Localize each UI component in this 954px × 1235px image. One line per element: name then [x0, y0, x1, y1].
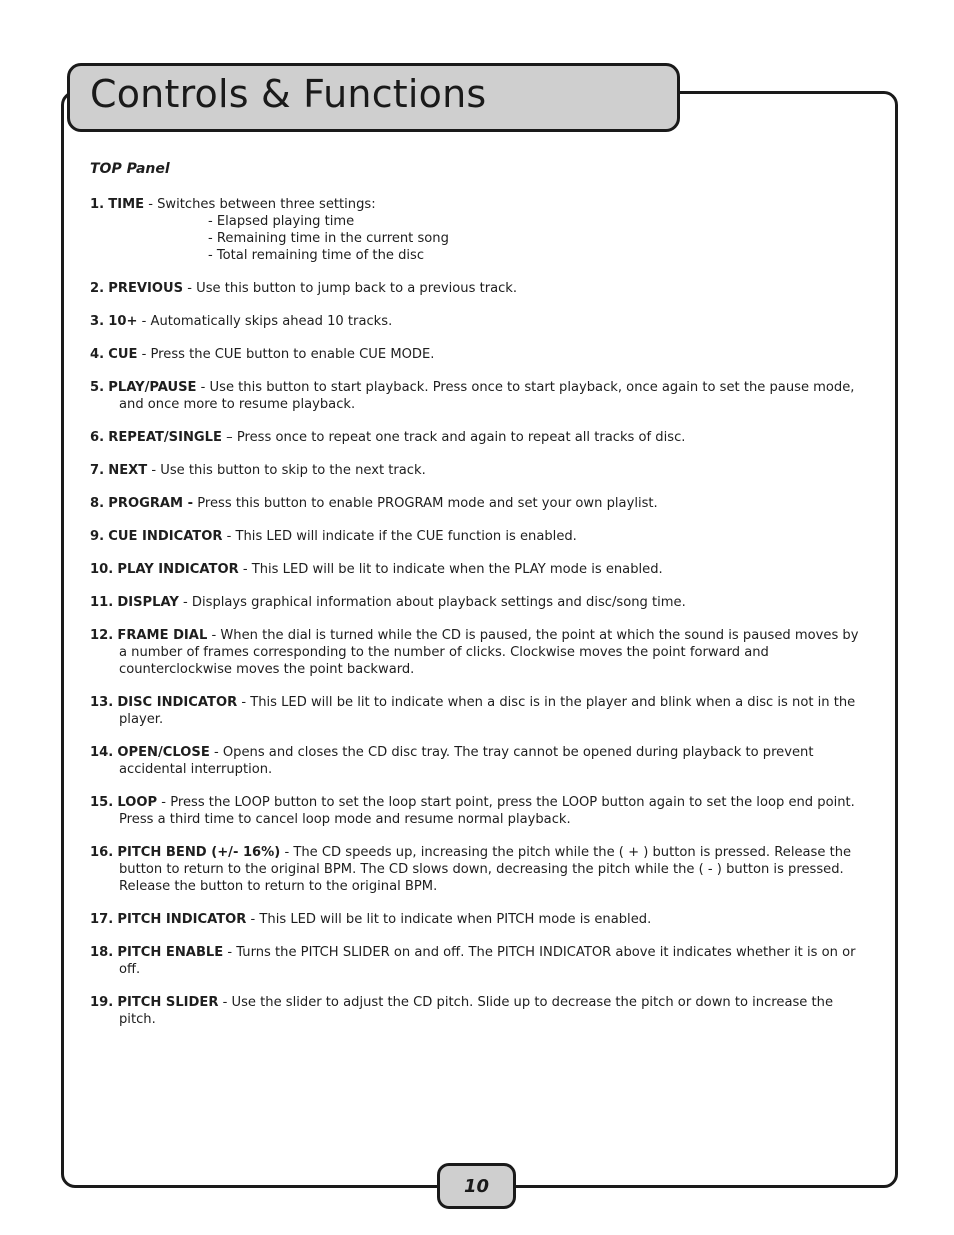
item-separator: -: [196, 380, 210, 395]
item-separator: -: [218, 995, 232, 1010]
subitem: - Remaining time in the current song: [208, 231, 449, 246]
item-description: Press the CUE button to enable CUE MODE.: [150, 347, 435, 362]
list-item: [90, 594, 865, 611]
list-item: [90, 313, 865, 330]
item-number: 4.: [90, 347, 105, 362]
list-item: [90, 528, 865, 545]
item-description: Use this button to jump back to a previous track.: [196, 281, 518, 296]
item-description: Use this button to skip to the next track.: [160, 463, 426, 478]
item-label: DISPLAY: [117, 595, 179, 610]
item-description: When the dial is turned while the CD is paused, the point at which the sound is paused moves by a number of frames corresponding to the number of clicks. Clockwise moves the point forward and counterclockwise moves the point backward.: [119, 628, 859, 677]
list-item: [90, 694, 865, 728]
item-number: 5.: [90, 380, 105, 395]
list-item: [90, 744, 865, 778]
list-item: [90, 429, 865, 446]
item-description: Press the LOOP button to set the loop start point, press the LOOP button again to set the loop end point. Press a third time to cancel loop mode and resume normal playback.: [119, 795, 855, 827]
item-number: 18.: [90, 945, 114, 960]
item-label: PITCH SLIDER: [117, 995, 219, 1010]
item-number: 8.: [90, 496, 105, 511]
item-number: 13.: [90, 695, 114, 710]
item-number: 11.: [90, 595, 114, 610]
section-heading: TOP Panel: [90, 161, 170, 177]
item-number: 15.: [90, 795, 114, 810]
item-number: 12.: [90, 628, 114, 643]
list-item: [90, 462, 865, 479]
list-item: [90, 196, 865, 264]
item-separator: -: [280, 845, 294, 860]
item-label: FRAME DIAL: [117, 628, 208, 643]
list-item: [90, 994, 865, 1028]
item-separator: -: [147, 463, 161, 478]
item-description: Opens and closes the CD disc tray. The tray cannot be opened during playback to prevent accidental interruption.: [119, 745, 814, 777]
item-description: Automatically skips ahead 10 tracks.: [150, 314, 393, 329]
list-item: [90, 280, 865, 297]
item-description: Switches between three settings:: [157, 197, 376, 212]
item-description: Press this button to enable PROGRAM mode and set your own playlist.: [197, 496, 658, 511]
item-separator: -: [223, 945, 237, 960]
list-item: [90, 794, 865, 828]
item-label: PITCH INDICATOR: [117, 912, 247, 927]
item-label: 10+: [108, 314, 138, 329]
subitem: - Elapsed playing time: [208, 214, 355, 229]
item-description: The CD speeds up, increasing the pitch while the ( + ) button is pressed. Release the button to return to the original BPM. The CD slows down, decreasing the pitch while the ( - ) button is pressed. Release the button to return to the original BPM.: [119, 845, 852, 894]
item-number: 7.: [90, 463, 105, 478]
controls-list: [90, 196, 865, 1028]
item-subitems: [119, 213, 865, 264]
item-separator: -: [157, 795, 171, 810]
item-label: PREVIOUS: [108, 281, 184, 296]
item-description: This LED will indicate if the CUE function is enabled.: [235, 529, 577, 544]
item-description: This LED will be lit to indicate when a disc is in the player and blink when a disc is not in the player.: [119, 695, 856, 727]
item-separator: -: [237, 695, 251, 710]
item-separator: –: [221, 430, 237, 445]
item-description: Displays graphical information about playback settings and disc/song time.: [191, 595, 686, 610]
page-number-tab: [437, 1163, 516, 1209]
item-label: CUE INDICATOR: [108, 529, 223, 544]
item-description: Press once to repeat one track and again to repeat all tracks of disc.: [236, 430, 686, 445]
item-label: OPEN/CLOSE: [117, 745, 210, 760]
item-label: PITCH ENABLE: [117, 945, 224, 960]
item-number: 3.: [90, 314, 105, 329]
item-separator: -: [183, 281, 197, 296]
item-number: 17.: [90, 912, 114, 927]
item-label: CUE: [108, 347, 138, 362]
item-description: Turns the PITCH SLIDER on and off. The PITCH INDICATOR above it indicates whether it is on or off.: [119, 945, 856, 977]
item-label: LOOP: [117, 795, 158, 810]
item-number: 16.: [90, 845, 114, 860]
item-separator: -: [209, 745, 223, 760]
item-description: This LED will be lit to indicate when the PLAY mode is enabled.: [251, 562, 663, 577]
list-item: [90, 944, 865, 978]
item-number: 19.: [90, 995, 114, 1010]
item-separator: -: [137, 314, 151, 329]
list-item: [90, 495, 865, 512]
list-item: [90, 844, 865, 895]
item-description: This LED will be lit to indicate when PITCH mode is enabled.: [259, 912, 652, 927]
item-number: 14.: [90, 745, 114, 760]
item-separator: -: [137, 347, 151, 362]
list-item: [90, 911, 865, 928]
item-label: TIME: [108, 197, 145, 212]
item-separator: -: [238, 562, 252, 577]
subitem: - Total remaining time of the disc: [208, 248, 425, 263]
item-label: REPEAT/SINGLE: [108, 430, 222, 445]
content-area: [90, 161, 865, 1044]
item-label: PLAY INDICATOR: [117, 562, 239, 577]
item-number: 10.: [90, 562, 114, 577]
item-label: NEXT: [108, 463, 148, 478]
item-label: PROGRAM -: [108, 496, 194, 511]
item-label: PLAY/PAUSE: [108, 380, 197, 395]
list-item: [90, 346, 865, 363]
item-description: Use the slider to adjust the CD pitch. Slide up to decrease the pitch or down to increase the pitch.: [119, 995, 834, 1027]
item-separator: -: [178, 595, 192, 610]
item-separator: -: [144, 197, 158, 212]
item-separator: -: [207, 628, 221, 643]
item-number: 6.: [90, 430, 105, 445]
page-title: Controls & Functions: [90, 72, 487, 116]
list-item: [90, 627, 865, 678]
item-description: Use this button to start playback. Press once to start playback, once again to set the pause mode, and once more to resume playback.: [119, 380, 855, 412]
item-separator: -: [246, 912, 260, 927]
item-separator: -: [222, 529, 236, 544]
item-number: 9.: [90, 529, 105, 544]
item-label: PITCH BEND (+/- 16%): [117, 845, 281, 860]
item-number: 2.: [90, 281, 105, 296]
item-number: 1.: [90, 197, 105, 212]
list-item: [90, 561, 865, 578]
list-item: [90, 379, 865, 413]
title-tab: [67, 63, 680, 132]
page-number: 10: [463, 1175, 490, 1197]
item-label: DISC INDICATOR: [117, 695, 238, 710]
